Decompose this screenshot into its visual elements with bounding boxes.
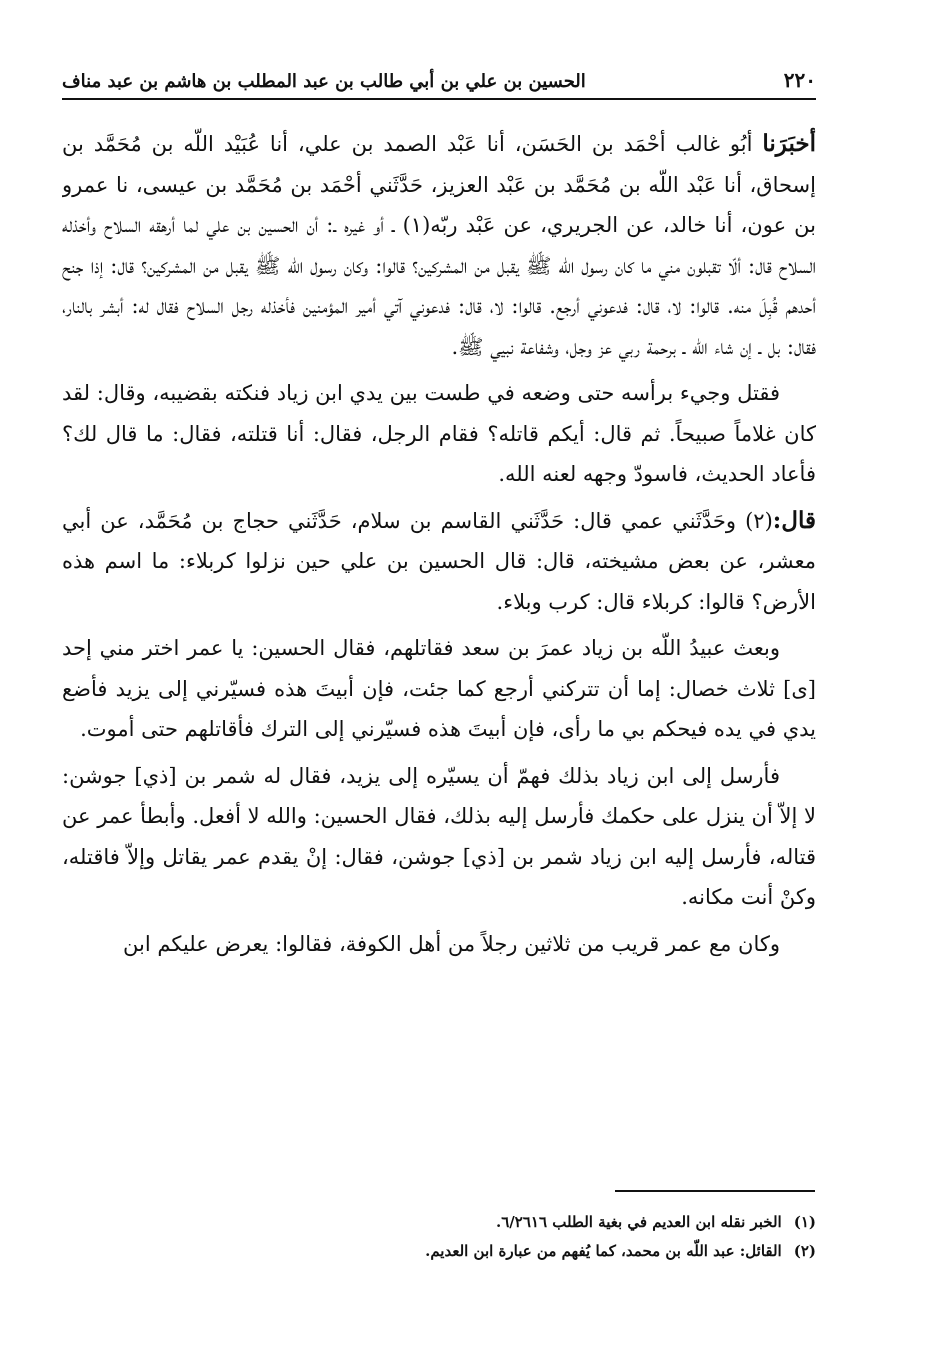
page-number: ٢٢٠ <box>783 68 816 92</box>
paragraph-text: وكان مع عمر قريب من ثلاثين رجلاً من أهل الكوفة، فقالوا: يعرض عليكم ابن <box>123 931 780 956</box>
paragraph-text: فقتل وجيء برأسه حتى وضعه في طست بين يدي ابن زياد فنكته بقضيبه، وقال: لقد كان غلاماً صبيحاً. ثم قال: أيكم قاتله؟ فقام الرجل، فقال: أنا قتلته، فقال: ما قال لك؟ فأعاد الحديث، فاسودّ وجهه لعنه الله. <box>62 381 816 486</box>
footnote-1 <box>62 1208 816 1237</box>
paragraph-text: وبعث عبيدُ اللّه بن زياد عمرَ بن سعد فقاتلهم، فقال الحسين: يا عمر اختر مني إحد [ى] ثلاث خصال: إما أن تتركني أرجع كما جئت، فإن أبيتَ هذه فسيّرني إلى يزيد فأضع يدي في يده فيحكم بي ما رأى، فإن أبيتَ هذه فسيّرني إلى الترك فأقاتلهم حتى أموت. <box>62 636 816 741</box>
paragraph-text: أبُو غالب أحْمَد بن الحَسَن، أنا عَبْد الصمد بن علي، أنا عُبَيْد اللّه بن مُحَمَّد بن إسحاق، أنا عَبْد اللّه بن مُحَمَّد بن عَبْد العزيز، حَدَّثَني أحْمَد بن مُحَمَّد بن عيسى، نا عمرو بن عون، أنا خالد، عن الجريري، عن عَبْد ربّه(١) ـ أو غيره ـ: أن الحسين بن علي لما أرهقه السلاح وأخذله السلاح قال: ألّا تقبلون مني ما كان رسول الله ﷺ يقبل من المشركين؟ قالوا: وكان رسول الله ﷺ يقبل من المشركين؟ قال: إذا جنح أحدهم قُبِلَ منه. قالوا: لا، قال: فدعوني أرجع. قالوا: لا، قال: فدعوني آتي أمير المؤمنين فأخذله رجل السلاح فقال له: أبشر بالنار، فقال: بل ـ إن شاء الله ـ برحمة ربي عز وجل، وشفاعة نبيي ﷺ. <box>62 132 816 359</box>
running-title: الحسين بن علي بن أبي طالب بن عبد المطلب بن هاشم بن عبد مناف <box>62 71 586 92</box>
footnote-number: (٢) <box>793 1242 816 1260</box>
footnote-text: القائل: عبد اللّه بن محمد، كما يُفهم من عبارة ابن العديم. <box>425 1242 782 1260</box>
paragraph-lead: قال: <box>772 506 816 534</box>
paragraph-6 <box>62 924 816 965</box>
paragraph-4 <box>62 628 816 750</box>
page-header <box>62 60 816 100</box>
paragraph-lead: أخبَرَنا <box>762 130 816 157</box>
footnotes <box>62 1208 816 1266</box>
paragraph-5 <box>62 756 816 918</box>
paragraph-text: (٢) وحَدَّثَني عمي قال: حَدَّثَني القاسم بن سلام، حَدَّثَني حجاج بن مُحَمَّد، عن أبي معشر، عن بعض مشيخته، قال: قال الحسين بن علي حين نزلوا كربلاء: ما اسم هذه الأرض؟ قالوا: كربلاء قال: كرب وبلاء. <box>62 508 816 614</box>
footnote-number: (١) <box>793 1213 816 1231</box>
paragraph-2 <box>62 373 816 495</box>
main-text <box>62 124 816 1164</box>
footnote-text: الخبر نقله ابن العديم في بغية الطلب ٦/٢٦١٦. <box>496 1213 782 1231</box>
paragraph-text: فأرسل إلى ابن زياد بذلك فهمّ أن يسيّره إلى يزيد، فقال له شمر بن [ذي] جوشن: لا إلاّ أن ينزل على حكمك فأرسل إليه بذلك، فقال الحسين: والله لا أفعل. وأبطأ عمر عن قتاله، فأرسل إليه ابن زياد شمر بن [ذي] جوشن، فقال: إنْ يقدم عمر يقاتل وإلاّ فاقتله، وكنْ أنت مكانه. <box>62 763 816 909</box>
footnote-divider <box>615 1190 815 1192</box>
paragraph-1 <box>62 124 816 367</box>
footnote-2 <box>62 1237 816 1266</box>
paragraph-3 <box>62 501 816 623</box>
